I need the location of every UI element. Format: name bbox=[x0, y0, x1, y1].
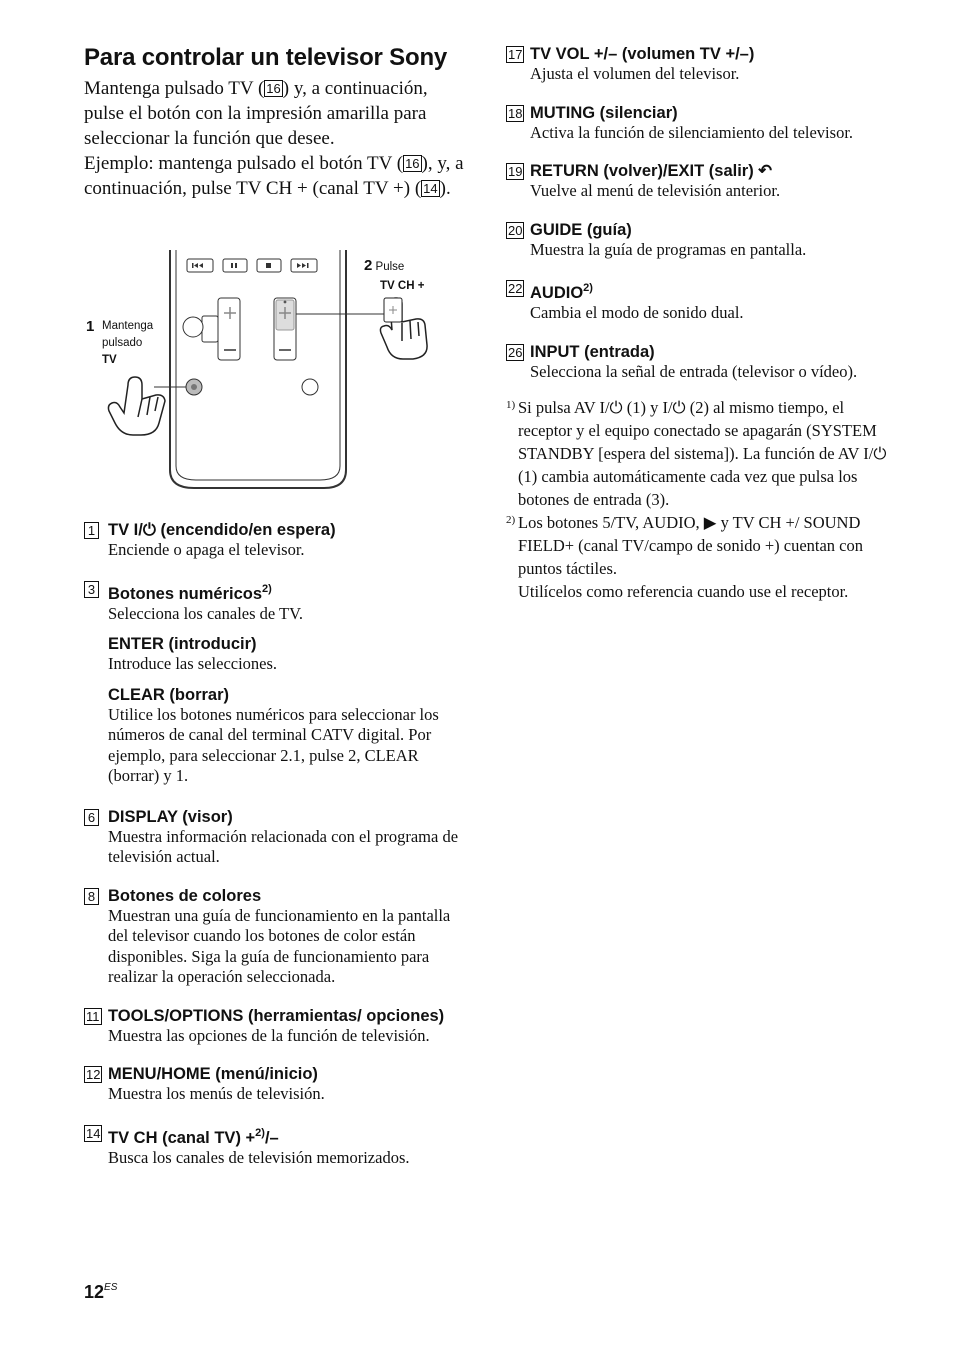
item-description: Selecciona los canales de TV. bbox=[108, 603, 304, 623]
item-number-box: 18 bbox=[508, 105, 523, 121]
item-number-box: 20 bbox=[508, 222, 523, 238]
item-heading bbox=[506, 342, 896, 362]
item-heading bbox=[506, 161, 896, 181]
list-item bbox=[506, 103, 896, 144]
item-heading bbox=[84, 520, 469, 540]
item-description: Muestran una guía de funcionamiento en la pantalla del televisor cuando los botones de color están disponibles. Siga la guía de funcionamiento para realizar la operación seleccionada. bbox=[108, 905, 451, 986]
list-item bbox=[506, 220, 896, 261]
item-description: Selecciona la señal de entrada (televisor o vídeo). bbox=[530, 361, 858, 381]
footnote-text: Los botones 5/TV, AUDIO, ▶ y TV CH +/ SOUND FIELD+ (canal TV/campo de sonido +) cuentan con puntos táctiles. bbox=[518, 513, 863, 578]
item-number-box: 26 bbox=[508, 344, 523, 360]
intro-paragraph-1 bbox=[84, 76, 464, 151]
item-number-box: 6 bbox=[84, 809, 99, 826]
item-description: Ajusta el volumen del televisor. bbox=[530, 64, 740, 83]
item-number-box: 8 bbox=[84, 888, 99, 905]
item-heading bbox=[84, 886, 469, 906]
list-item bbox=[84, 634, 469, 675]
page-number bbox=[84, 1282, 117, 1303]
intro-text: ) y, a continuación, pulse el botón con la impresión amarilla para seleccionar la función que desee. bbox=[84, 78, 428, 149]
step-2-label bbox=[364, 256, 424, 296]
page-number-value: 12 bbox=[84, 1282, 105, 1302]
item-number-box: 12 bbox=[86, 1067, 101, 1082]
list-item bbox=[506, 342, 896, 383]
ref-box: 14 bbox=[423, 181, 438, 196]
item-heading-text: TOOLS/OPTIONS (herramientas/ opciones) bbox=[108, 1006, 445, 1025]
item-number-box: 22 bbox=[508, 281, 523, 296]
footnote bbox=[506, 511, 896, 603]
footnote-text: Utilícelos como referencia cuando use el receptor. bbox=[518, 582, 849, 601]
item-heading-text: ENTER (introducir) bbox=[108, 635, 257, 653]
list-item bbox=[84, 1064, 469, 1105]
list-item bbox=[506, 161, 896, 202]
list-item bbox=[506, 278, 896, 324]
list-item bbox=[506, 44, 896, 85]
item-number-box: 3 bbox=[84, 581, 99, 598]
item-description: Muestra las opciones de la función de televisión. bbox=[108, 1025, 430, 1045]
step-1-label bbox=[86, 318, 153, 369]
item-heading bbox=[84, 685, 469, 705]
list-item bbox=[84, 685, 469, 787]
item-description: Muestra la guía de programas en pantalla. bbox=[530, 239, 807, 259]
step-number: 1 bbox=[86, 318, 95, 335]
item-heading bbox=[84, 807, 469, 827]
item-heading-text: TV CH (canal TV) + bbox=[108, 1128, 256, 1147]
item-number-box: 1 bbox=[84, 522, 99, 539]
list-item bbox=[84, 1006, 469, 1047]
item-heading-text: Botones numéricos bbox=[108, 584, 263, 603]
page-suffix: ES bbox=[104, 1282, 118, 1293]
list-item bbox=[84, 807, 469, 868]
item-heading-text: Botones de colores bbox=[108, 886, 262, 905]
item-heading bbox=[84, 579, 469, 604]
page-title: Para controlar un televisor Sony bbox=[84, 44, 448, 71]
footnotes bbox=[506, 396, 896, 603]
list-item bbox=[84, 579, 469, 625]
intro-text: ). bbox=[439, 178, 451, 199]
intro-text: ), y, a continuación, pulse TV CH + (canal TV +) ( bbox=[84, 153, 464, 199]
intro-text: Mantenga pulsado TV ( bbox=[84, 78, 265, 99]
item-heading-text: MUTING (silenciar) bbox=[530, 103, 678, 122]
item-description: Cambia el modo de sonido dual. bbox=[530, 303, 744, 322]
item-description: Introduce las selecciones. bbox=[108, 654, 278, 673]
list-item bbox=[84, 520, 469, 561]
step-text: Mantenga bbox=[102, 320, 154, 332]
item-number-box: 14 bbox=[86, 1125, 101, 1141]
item-heading bbox=[506, 278, 896, 303]
footnote bbox=[506, 396, 896, 511]
item-description: Utilice los botones numéricos para seleccionar los números de canal del terminal CATV digital. Por ejemplo, para seleccionar 2.1, pulse 2, CLEAR (borrar) y 1. bbox=[108, 704, 439, 785]
item-heading bbox=[506, 103, 896, 123]
list-item bbox=[84, 1123, 469, 1169]
item-number-box: 17 bbox=[508, 47, 523, 62]
hand-icon bbox=[108, 377, 165, 435]
footnote-text: Si pulsa AV I/⏻ (1) y I/⏻ (2) al mismo tiempo, el receptor y el equipo conectado se apagarán (SYSTEM STANDBY [espera del sistema]). La función de AV I/⏻ (1) cambia automáticamente cada vez que pulsa los botones de entrada (3). bbox=[518, 398, 887, 509]
footnote-ref: 2) bbox=[583, 282, 593, 294]
step-text: pulsado bbox=[102, 337, 143, 349]
footnote-ref: 2) bbox=[255, 1126, 265, 1139]
item-description: Muestra los menús de televisión. bbox=[108, 1084, 325, 1103]
remote-diagram bbox=[84, 248, 464, 498]
item-heading-text: DISPLAY (visor) bbox=[108, 807, 233, 826]
item-heading bbox=[84, 634, 469, 654]
footnote-ref: 2) bbox=[262, 582, 272, 595]
left-item-list bbox=[84, 520, 469, 1186]
step-number: 2 bbox=[364, 257, 373, 274]
button-icon bbox=[384, 298, 402, 322]
intro-paragraph-2 bbox=[84, 151, 464, 201]
step-text: TV bbox=[102, 354, 117, 366]
item-description: Muestra información relacionada con el programa de televisión actual. bbox=[108, 826, 459, 866]
ref-box: 16 bbox=[266, 81, 281, 96]
item-number-box: 19 bbox=[508, 164, 523, 179]
item-heading bbox=[84, 1123, 469, 1148]
step-text: TV CH + bbox=[380, 280, 425, 292]
item-heading bbox=[506, 44, 896, 64]
footnote-mark: 1) bbox=[506, 399, 516, 411]
item-heading bbox=[506, 220, 896, 240]
item-description: Activa la función de silenciamiento del televisor. bbox=[530, 122, 854, 142]
footnote-mark: 2) bbox=[506, 514, 516, 526]
item-heading-text: RETURN (volver)/EXIT (salir) ↶ bbox=[530, 162, 773, 180]
item-description: Enciende o apaga el televisor. bbox=[108, 540, 305, 559]
item-heading bbox=[84, 1064, 469, 1084]
item-heading-text: INPUT (entrada) bbox=[530, 342, 655, 361]
item-description: Vuelve al menú de televisión anterior. bbox=[530, 181, 781, 200]
right-item-list bbox=[506, 44, 896, 382]
item-heading-text: /– bbox=[264, 1128, 279, 1147]
item-description: Busca los canales de televisión memorizados. bbox=[108, 1147, 410, 1167]
right-column bbox=[506, 44, 896, 603]
left-column bbox=[84, 44, 464, 201]
item-heading-text: TV I/⏻ (encendido/en espera) bbox=[108, 521, 336, 539]
ref-box: 16 bbox=[405, 156, 420, 171]
item-heading bbox=[84, 1006, 469, 1026]
list-item bbox=[84, 886, 469, 988]
item-number-box: 11 bbox=[86, 1008, 100, 1024]
item-heading-text: AUDIO bbox=[530, 284, 584, 302]
item-heading-text: MENU/HOME (menú/inicio) bbox=[108, 1065, 318, 1083]
item-heading-text: GUIDE (guía) bbox=[530, 220, 632, 239]
item-heading-text: CLEAR (borrar) bbox=[108, 685, 230, 704]
item-heading-text: TV VOL +/– (volumen TV +/–) bbox=[530, 45, 755, 63]
intro-text: Ejemplo: mantenga pulsado el botón TV ( bbox=[84, 153, 404, 174]
step-text: Pulse bbox=[375, 261, 405, 273]
